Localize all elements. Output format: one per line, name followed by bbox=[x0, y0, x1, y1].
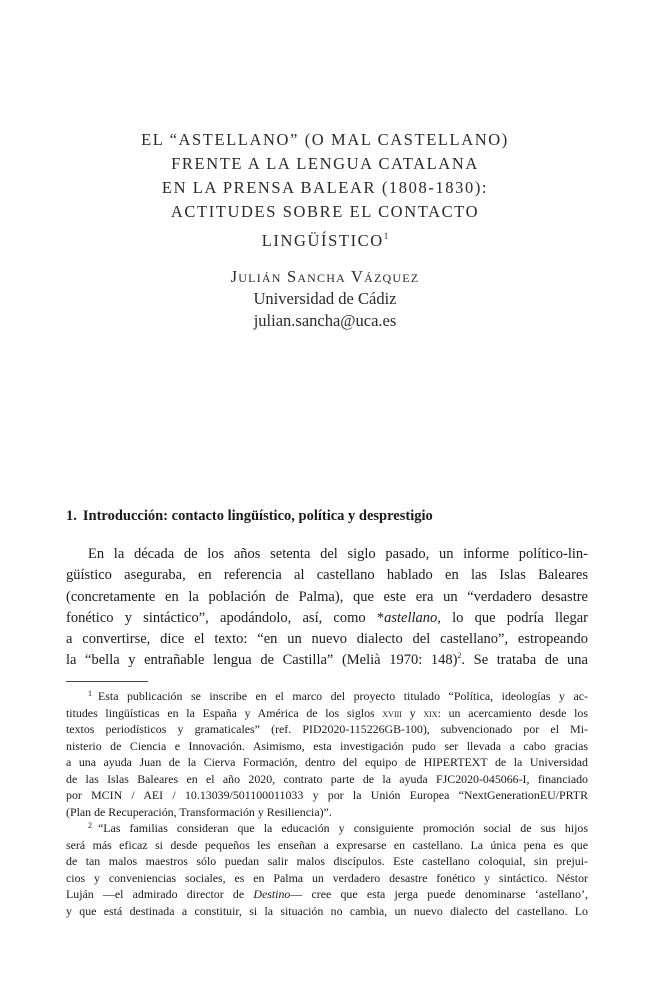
body-paragraph bbox=[66, 544, 588, 672]
body-line: güístico aseguraba, en referencia al castellano hablado en las Islas Baleares bbox=[66, 567, 588, 584]
footnote-line: textos periodísticos y gramaticales” (ref. PID2020-115226GB-100), subvencionado por el Mi- bbox=[66, 722, 588, 736]
footnote-divider bbox=[66, 681, 148, 682]
footnote-line: de tan malos maestros sólo puedan salir malos discípulos. Este castellano coloquial, sin prejui- bbox=[66, 854, 588, 868]
footnote-line: Luján —el admirado director de Destino— cree que esta jerga puede denominarse ‘astellano’, bbox=[66, 887, 589, 901]
body-line bbox=[66, 650, 588, 671]
article-title bbox=[60, 128, 590, 253]
section-heading bbox=[66, 508, 433, 525]
body-line: En la década de los años setenta del siglo pasado, un informe político-lin- bbox=[88, 546, 588, 562]
footnotes bbox=[66, 688, 588, 919]
author-name: Julián Sancha Vázquez bbox=[230, 267, 420, 286]
title-line-text: LINGÜÍSTICO bbox=[261, 231, 384, 250]
italic-term: astellano bbox=[384, 609, 438, 626]
title-line: FRENTE A LA LENGUA CATALANA bbox=[171, 154, 479, 173]
footnote-number: 1 bbox=[88, 689, 92, 698]
footnote-line: por MCIN / AEI / 10.13039/501100011033 y por la Unión Europea “NextGenerationEU/PRTR bbox=[66, 788, 588, 802]
body-line-text: . Se trataba de una bbox=[461, 652, 588, 669]
footnote-line: será más eficaz si desde pequeños les enseñan a expresarse en castellano. La única pena es que bbox=[66, 837, 588, 852]
title-line: ACTITUDES SOBRE EL CONTACTO bbox=[170, 202, 480, 221]
title-line: EN LA PRENSA BALEAR (1808-1830): bbox=[161, 178, 489, 197]
title-line: EL “ASTELLANO” (O MAL CASTELLANO) bbox=[141, 130, 509, 149]
section-title: Introducción: contacto lingüístico, política y desprestigio bbox=[82, 508, 433, 524]
author-affiliation: Universidad de Cádiz bbox=[253, 289, 397, 308]
century-numeral: xviii bbox=[382, 705, 402, 720]
footnote-reference[interactable]: 2 bbox=[457, 651, 462, 661]
section-number: 1. bbox=[66, 508, 77, 524]
footnote-line: a una ayuda Juan de la Cierva Formación, dentro del equipo de HIPERTEXT de la Universidad bbox=[66, 755, 588, 769]
footnote-number: 2 bbox=[88, 821, 92, 830]
footnote-reference[interactable]: 1 bbox=[383, 231, 389, 241]
author-block bbox=[60, 266, 590, 332]
title-line bbox=[60, 224, 590, 253]
footnote-line: titudes lingüísticas en la España y América de los siglos xviii y xix: un acercamiento desde los bbox=[66, 705, 588, 720]
footnote-line: $^1$ Esta publicación se inscribe en el marco del proyecto titulado “Política, ideologías y ac- bbox=[88, 689, 588, 703]
footnote-line: y que está destinada a constituir, si la situación no cambia, un nuevo dialecto del castellano. Lo bbox=[66, 903, 588, 918]
footnote-line: cios y conveniencias sociales, es en Palma un verdadero desastre fonético y sintáctico. Néstor bbox=[66, 870, 588, 885]
body-line-text: la “bella y entrañable lengua de Castilla” (Melià 1970: 148) bbox=[66, 652, 458, 669]
italic-term: Destino bbox=[253, 887, 291, 901]
footnote-line: $^2$ “Las familias consideran que la educación y consiguiente promoción social de sus hijos bbox=[88, 821, 588, 835]
body-line: a convertirse, dice el texto: “en un nuevo dialecto del castellano”, estropeando bbox=[66, 631, 588, 648]
body-line: (concretamente en la población de Palma), que este era un “verdadero desastre bbox=[66, 588, 588, 605]
author-email[interactable]: julian.sancha@uca.es bbox=[253, 311, 397, 330]
body-line: fonético y sintáctico”, apodándolo, así, como *astellano, lo que podría llegar bbox=[66, 609, 589, 626]
footnote-line: nisterio de Ciencia e Innovación. Asimismo, esta investigación pudo ser llevada a cabo gracias bbox=[66, 738, 588, 753]
footnote-line: de las Islas Baleares en el año 2020, contrato parte de la ayuda FJC2020-045066-I, financiado bbox=[66, 771, 588, 786]
century-numeral: xix bbox=[423, 705, 438, 720]
footnote-line: (Plan de Recuperación, Transformación y Resiliencia)”. bbox=[66, 804, 332, 819]
